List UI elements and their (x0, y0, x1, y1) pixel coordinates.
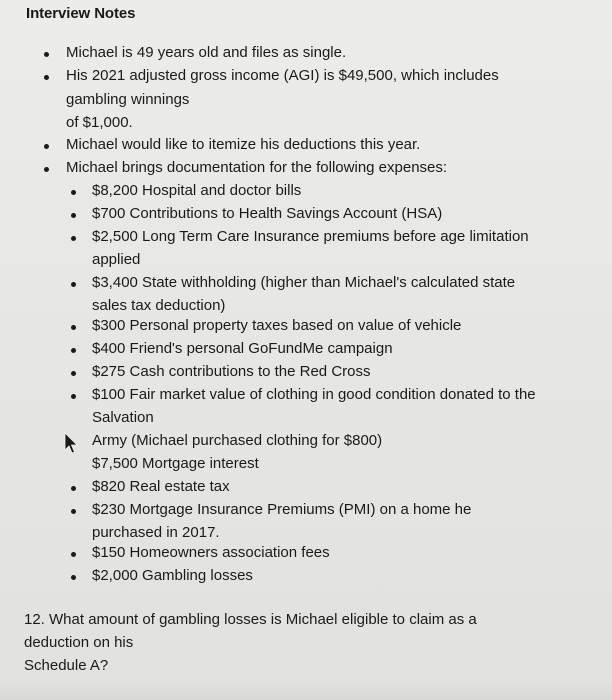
expense-item-cont: applied (92, 251, 141, 268)
bullet-dot (71, 552, 76, 557)
bullet-dot (71, 575, 76, 580)
bullet-dot (71, 213, 76, 218)
expense-item: $3,400 State withholding (higher than Michael's calculated state (92, 274, 516, 291)
expense-item: $275 Cash contributions to the Red Cross (92, 363, 371, 380)
note-agi: His 2021 adjusted gross income (AGI) is $49,500, which includes (66, 67, 499, 84)
bullet-dot (71, 509, 76, 514)
expense-item: $100 Fair market value of clothing in good condition donated to the (92, 386, 536, 403)
question-text-cont: Schedule A? (24, 657, 109, 674)
expense-item-cont: sales tax deduction) (92, 297, 226, 314)
expense-item: $400 Friend's personal GoFundMe campaign (92, 340, 393, 357)
expense-item: $700 Contributions to Health Savings Account (HSA) (92, 205, 443, 222)
note-agi-cont: gambling winnings (66, 91, 190, 108)
note-age-filing: Michael is 49 years old and files as single. (66, 44, 347, 61)
expense-item-cont: Salvation (92, 409, 154, 426)
bullet-dot (44, 75, 49, 80)
bullet-dot (71, 325, 76, 330)
bullet-dot (44, 144, 49, 149)
page-title: Interview Notes (26, 5, 136, 22)
bullet-dot (44, 167, 49, 172)
bullet-dot (71, 394, 76, 399)
expense-item: $2,500 Long Term Care Insurance premiums before age limitation (92, 228, 529, 245)
note-agi-cont: of $1,000. (66, 114, 133, 131)
bullet-dot (71, 236, 76, 241)
note-itemize: Michael would like to itemize his deductions this year. (66, 136, 421, 153)
note-documentation: Michael brings documentation for the following expenses: (66, 159, 448, 176)
expense-item: $230 Mortgage Insurance Premiums (PMI) on a home he (92, 501, 472, 518)
bullet-dot (71, 282, 76, 287)
bullet-dot (44, 52, 49, 57)
mouse-cursor-icon (64, 432, 80, 456)
page-bottom-edge (0, 684, 612, 700)
expense-item: $300 Personal property taxes based on value of vehicle (92, 317, 462, 334)
expense-item: $2,000 Gambling losses (92, 567, 253, 584)
bullet-dot (71, 486, 76, 491)
question-text: 12. What amount of gambling losses is Michael eligible to claim as a (24, 611, 477, 628)
bullet-dot (71, 371, 76, 376)
expense-item-cont: purchased in 2017. (92, 524, 220, 541)
expense-item: $7,500 Mortgage interest (92, 455, 259, 472)
bullet-dot (71, 348, 76, 353)
expense-item: $150 Homeowners association fees (92, 544, 330, 561)
question-text-cont: deduction on his (24, 634, 134, 651)
expense-item: $8,200 Hospital and doctor bills (92, 182, 302, 199)
expense-item-cont: Army (Michael purchased clothing for $800) (92, 432, 383, 449)
expense-item: $820 Real estate tax (92, 478, 230, 495)
bullet-dot (71, 190, 76, 195)
